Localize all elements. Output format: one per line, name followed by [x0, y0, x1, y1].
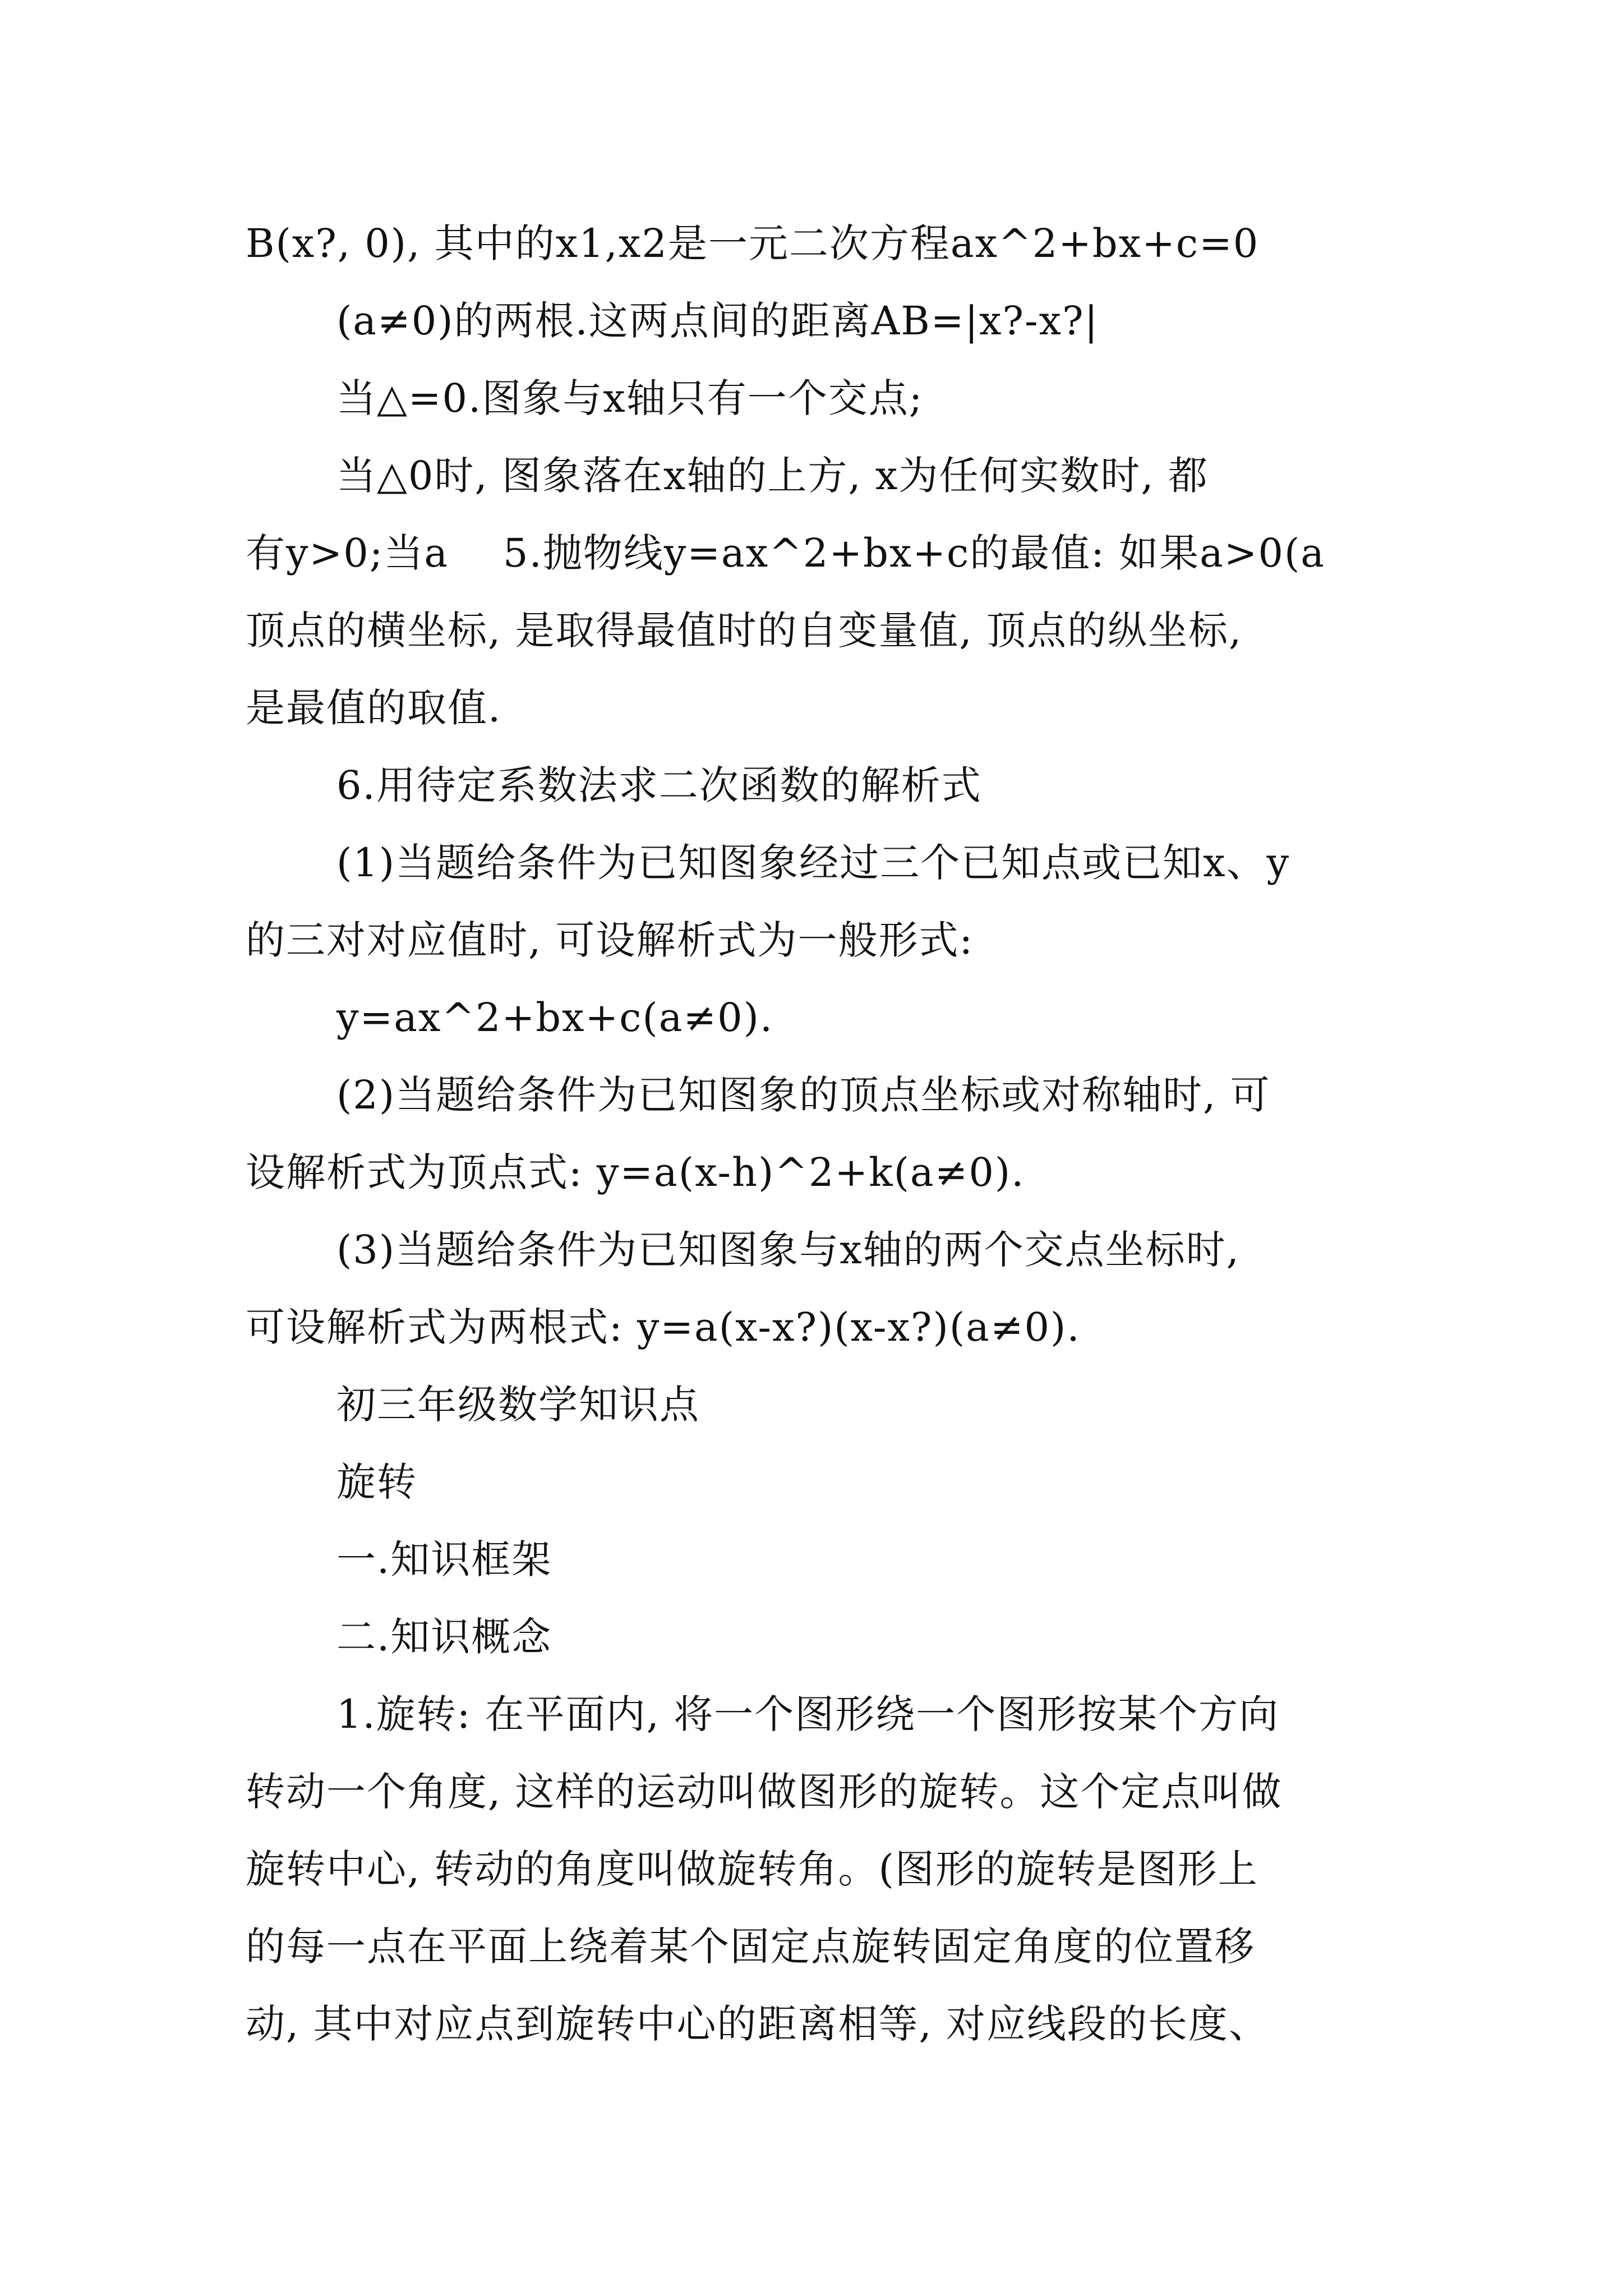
heading-knowledge-concepts: 二.知识概念: [336, 1614, 552, 1660]
section-heading-6: 6.用待定系数法求二次函数的解析式: [336, 762, 982, 808]
text-line-24: 动, 其中对应点到旋转中心的距离相等, 对应线段的长度、: [246, 2001, 1270, 2047]
text-line-23: 的每一点在平面上绕着某个固定点旋转固定角度的位置移: [246, 1924, 1255, 1970]
formula-general: y=ax^2+bx+c(a≠0).: [336, 995, 774, 1041]
text-line-14: (3)当题给条件为已知图象与x轴的两个交点坐标时,: [336, 1227, 1240, 1273]
text-line-9: (1)当题给条件为已知图象经过三个已知点或已知x、y: [336, 840, 1290, 886]
text-line-3: 当△=0.图象与x轴只有一个交点;: [336, 375, 924, 421]
text-line-7: 是最值的取值.: [246, 685, 502, 731]
text-line-5: 有y>0;当a 5.抛物线y=ax^2+bx+c的最值: 如果a>0(a: [246, 530, 1326, 576]
heading-knowledge-framework: 一.知识框架: [336, 1536, 552, 1582]
text-line-6: 顶点的横坐标, 是取得最值时的自变量值, 顶点的纵坐标,: [246, 608, 1243, 654]
text-line-4: 当△0时, 图象落在x轴的上方, x为任何实数时, 都: [336, 453, 1209, 499]
text-line-1: B(x?, 0), 其中的x1,x2是一元二次方程ax^2+bx+c=0: [246, 220, 1260, 266]
text-line-22: 旋转中心, 转动的角度叫做旋转角。(图形的旋转是图形上: [246, 1846, 1258, 1892]
text-line-20: 1.旋转: 在平面内, 将一个图形绕一个图形按某个方向: [336, 1691, 1280, 1737]
text-line-15: 可设解析式为两根式: y=a(x-x?)(x-x?)(a≠0).: [246, 1304, 1081, 1350]
section-title-grade9: 初三年级数学知识点: [336, 1382, 700, 1428]
text-line-12: (2)当题给条件为已知图象的顶点坐标或对称轴时, 可: [336, 1072, 1271, 1118]
text-line-2: (a≠0)的两根.这两点间的距离AB=|x?-x?|: [336, 298, 1099, 344]
section-title-rotation: 旋转: [336, 1459, 417, 1505]
text-line-13: 设解析式为顶点式: y=a(x-h)^2+k(a≠0).: [246, 1149, 1025, 1195]
text-line-21: 转动一个角度, 这样的运动叫做图形的旋转。这个定点叫做: [246, 1769, 1283, 1815]
text-line-10: 的三对对应值时, 可设解析式为一般形式:: [246, 917, 974, 963]
